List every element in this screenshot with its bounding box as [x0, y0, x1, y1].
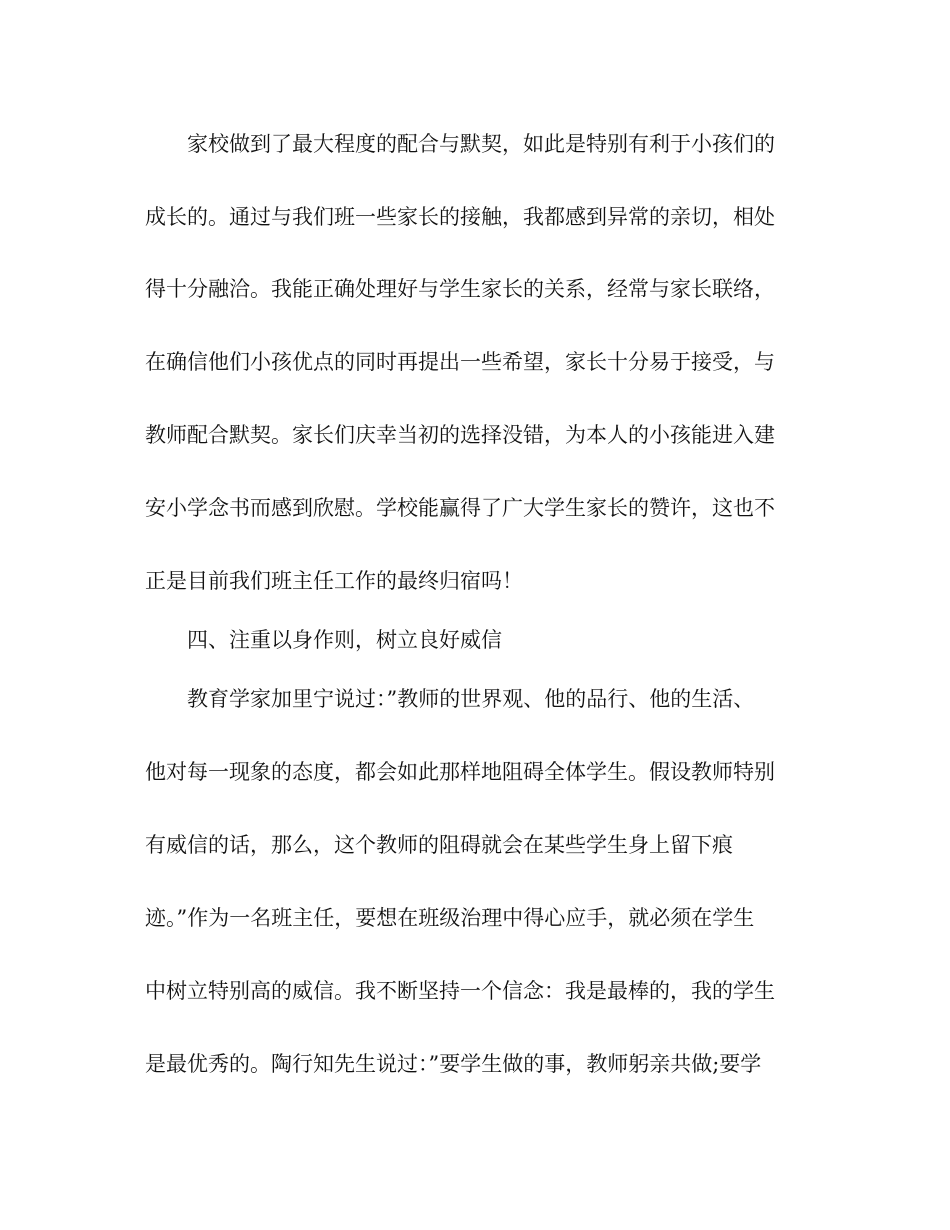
paragraph-line: 成长的。通过与我们班一些家长的接触，我都感到异常的亲切，相处	[145, 205, 775, 229]
paragraph-line: 家校做到了最大程度的配合与默契，如此是特别有利于小孩们的	[187, 132, 775, 156]
paragraph-line: 他对每一现象的态度，都会如此那样地阻碍全体学生。假设教师特别	[145, 760, 775, 784]
paragraph-line: 安小学念书而感到欣慰。学校能赢得了广大学生家长的赞许，这也不	[145, 496, 775, 520]
section-heading: 四、注重以身作则，树立良好威信	[187, 628, 502, 652]
paragraph-line: 在确信他们小孩优点的同时再提出一些希望，家长十分易于接受，与	[145, 350, 775, 374]
paragraph-line: 教师配合默契。家长们庆幸当初的选择没错，为本人的小孩能进入建	[145, 423, 775, 447]
paragraph-line: 有威信的话，那么，这个教师的阻碍就会在某些学生身上留下痕	[145, 833, 733, 857]
paragraph-line: 是最优秀的。陶行知先生说过：”要学生做的事，教师躬亲共做;要学	[145, 1052, 762, 1076]
paragraph-line: 迹。”作为一名班主任，要想在班级治理中得心应手，就必须在学生	[145, 906, 755, 930]
paragraph-line: 中树立特别高的威信。我不断坚持一个信念：我是最棒的，我的学生	[145, 979, 775, 1003]
paragraph-line: 得十分融洽。我能正确处理好与学生家长的关系，经常与家长联络，	[145, 277, 775, 301]
paragraph-line: 教育学家加里宁说过：”教师的世界观、他的品行、他的生活、	[187, 687, 755, 711]
paragraph-line: 正是目前我们班主任工作的最终归宿吗！	[145, 569, 523, 593]
